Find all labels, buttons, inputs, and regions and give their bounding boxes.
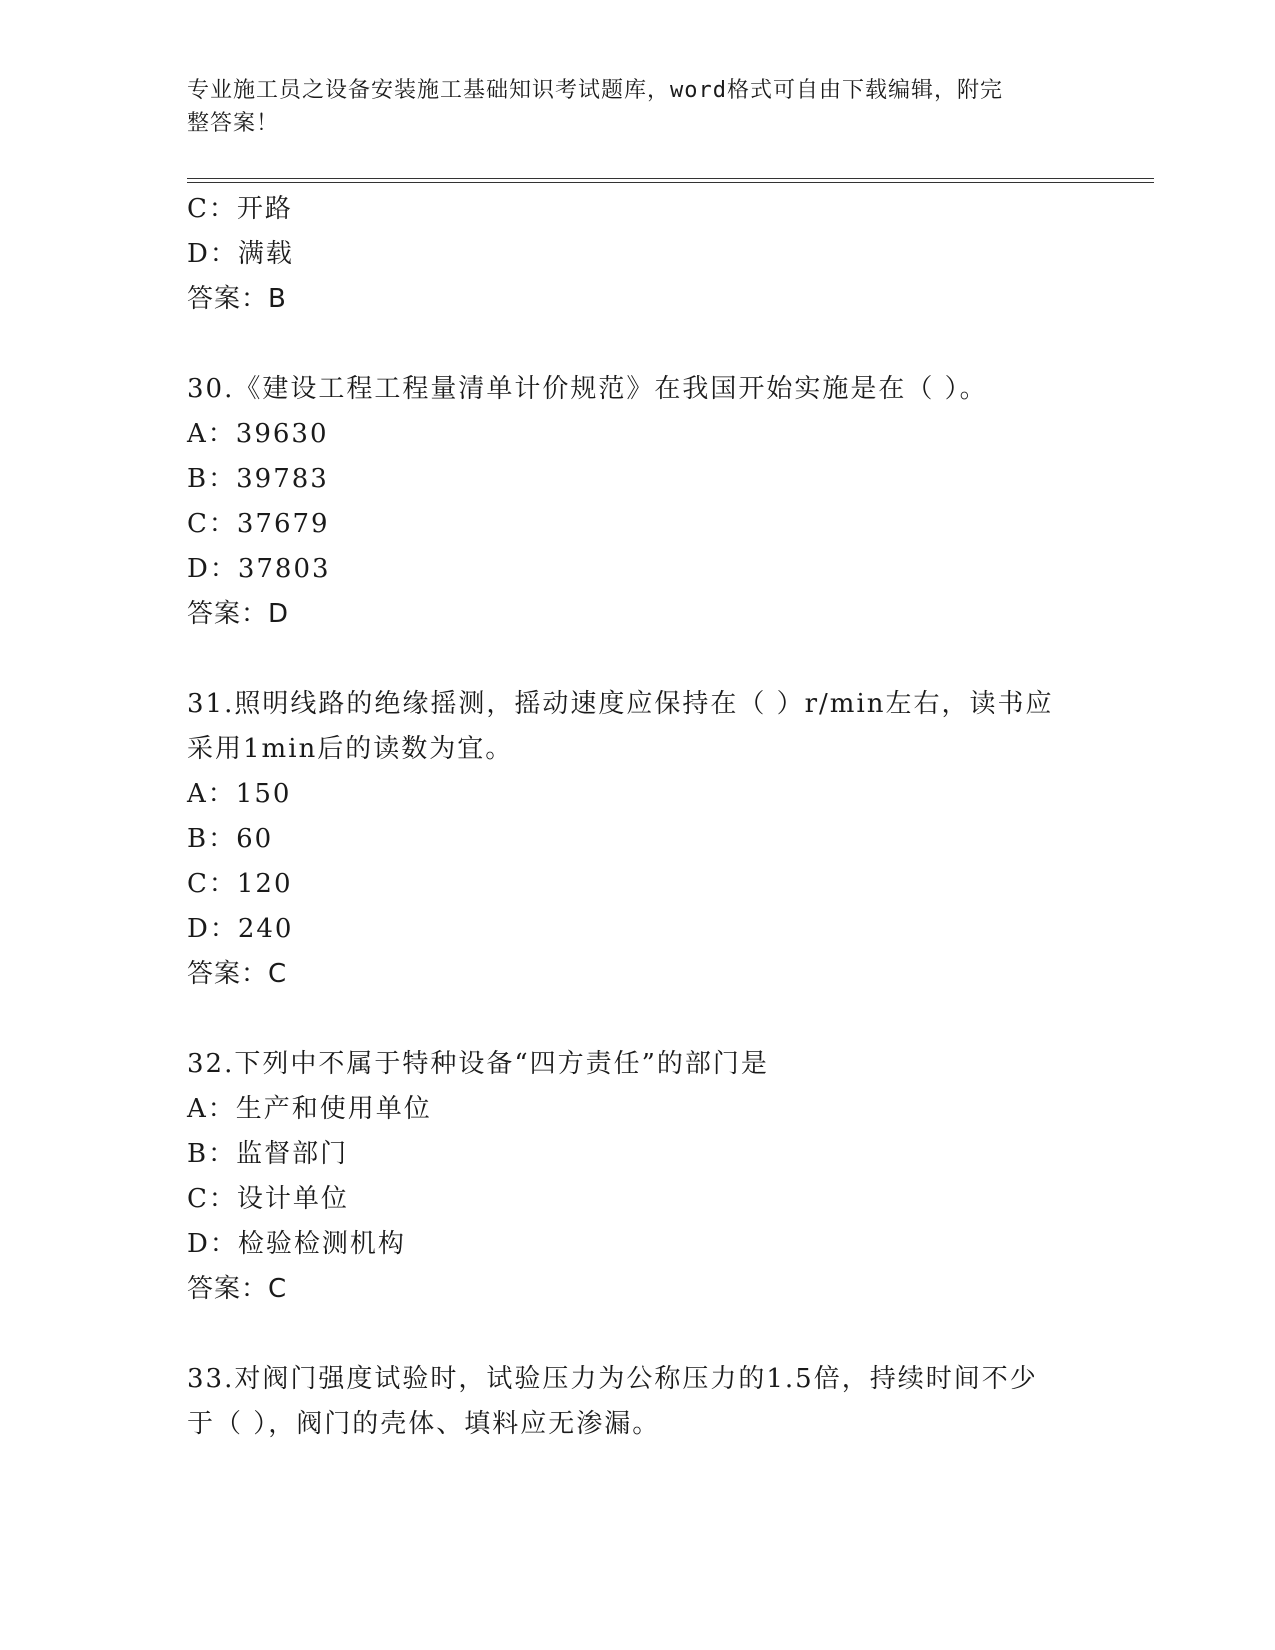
q33-question-line-2: 于（ ），阀门的壳体、填料应无渗漏。: [187, 1409, 661, 1439]
q30-question: 30.《建设工程工程量清单计价规范》在我国开始实施是在（ ）。: [187, 374, 988, 404]
document-header: [187, 74, 1067, 140]
q32-option-a: A：生产和使用单位: [187, 1094, 432, 1124]
q31-option-a: A：150: [187, 779, 292, 809]
header-line-1: 专业施工员之设备安装施工基础知识考试题库，word格式可自由下载编辑，附完: [187, 78, 1003, 103]
header-line-2: 整答案！: [187, 111, 280, 136]
q32-option-c: C：设计单位: [187, 1184, 349, 1214]
q31-option-c: C：120: [187, 869, 293, 899]
header-divider-top: [187, 178, 1154, 179]
q29-answer: 答案：B: [187, 284, 287, 314]
q29-option-c: C：开路: [187, 194, 293, 224]
q31-option-d: D：240: [187, 914, 294, 944]
q31-question-line-1: 31.照明线路的绝缘摇测，摇动速度应保持在（ ）r/min左右，读书应: [187, 689, 1054, 719]
q32-question: 32.下列中不属于特种设备“四方责任”的部门是: [187, 1049, 769, 1079]
q29-option-d: D：满载: [187, 239, 294, 269]
q31-question-line-2: 采用1min后的读数为宜。: [187, 734, 514, 764]
q33-question-line-1: 33.对阀门强度试验时，试验压力为公称压力的1.5倍，持续时间不少: [187, 1364, 1038, 1394]
q30-option-a: A：39630: [187, 419, 329, 449]
q31-option-b: B：60: [187, 824, 274, 854]
q30-option-d: D：37803: [187, 554, 331, 584]
q31-answer: 答案：C: [187, 959, 288, 989]
q32-answer: 答案：C: [187, 1274, 288, 1304]
q30-answer: 答案：D: [187, 599, 290, 629]
header-divider-bottom: [187, 182, 1154, 183]
q32-option-b: B：监督部门: [187, 1139, 349, 1169]
q30-option-b: B：39783: [187, 464, 329, 494]
q32-option-d: D：检验检测机构: [187, 1229, 406, 1259]
q30-option-c: C：37679: [187, 509, 330, 539]
